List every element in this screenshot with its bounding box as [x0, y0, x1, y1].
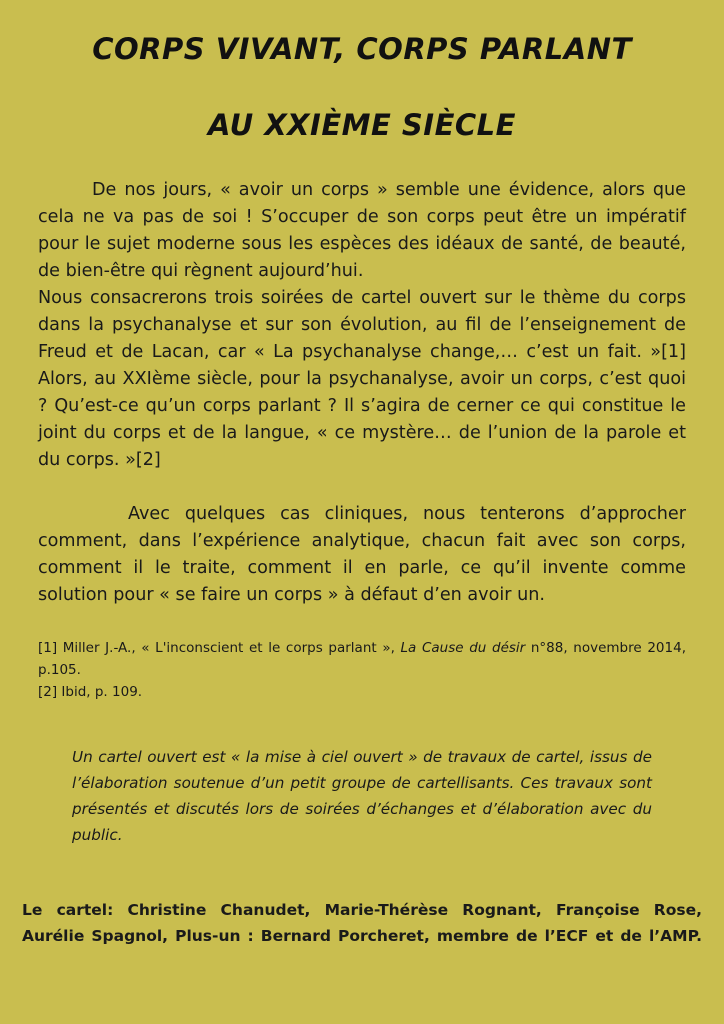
- footnote-1-text: [1] Miller J.-A., « L'inconscient et le corps parlant »,: [38, 640, 401, 656]
- credits-line-1: Le cartel: Christine Chanudet, Marie-Thérèse Rognant, Françoise Rose,: [22, 901, 702, 919]
- footnotes: [38, 637, 686, 703]
- credits-line-2: Aurélie Spagnol, Plus-un : Bernard Porcheret, membre de l’ECF et de l’AMP.: [22, 927, 702, 945]
- cartel-credits: [22, 897, 702, 949]
- intro-sentence-1: De nos jours, « avoir un corps » semble une évidence, alors que cela ne va pas de soi ! S’occuper de son corps peut être un impératif pour le sujet moderne sous les espèces des idéaux de santé, de beauté, de bien-être qui règnent aujourd’hui.: [38, 180, 686, 281]
- page-title-line-2: AU XXIÈME SIÈCLE: [208, 108, 516, 142]
- footnote-1-source: La Cause du désir: [400, 640, 526, 656]
- footnote-1-ref: n°88, novembre 2014, p.105.: [38, 640, 686, 678]
- page-title-line-1: CORPS VIVANT, CORPS PARLANT: [92, 32, 632, 66]
- cartel-definition: Un cartel ouvert est « la mise à ciel ouvert » de travaux de cartel, issus de l’élaboration soutenue d’un petit groupe de cartellisants. Ces travaux sont présentés et discutés lors de soirées d’échanges et d’élaboration avec du public.: [72, 748, 652, 844]
- intro-paragraph: [38, 177, 686, 474]
- footnote-1: [38, 637, 686, 681]
- approach-paragraph: Avec quelques cas cliniques, nous tenterons d’approcher comment, dans l’expérience analytique, chacun fait avec son corps, comment il le traite, comment il en parle, ce qu’il invente comme solution pour « se faire un corps » à défaut d’en avoir un.: [38, 504, 686, 605]
- intro-sentence-2: Nous consacrerons trois soirées de cartel ouvert sur le thème du corps dans la psychanalyse et sur son évolution, au fil de l’enseignement de Freud et de Lacan, car « La psychanalyse change,… c’est un fait. »[1] Alors, au XXIème siècle, pour la psychanalyse, avoir un corps, c’est quoi ? Qu’est-ce qu’un corps parlant ? Il s’agira de cerner ce qui constitue le joint du corps et de la langue, « ce mystère… de l’union de la parole et du corps. »[2]: [38, 288, 686, 470]
- footnote-2: [2] Ibid, p. 109.: [38, 684, 143, 700]
